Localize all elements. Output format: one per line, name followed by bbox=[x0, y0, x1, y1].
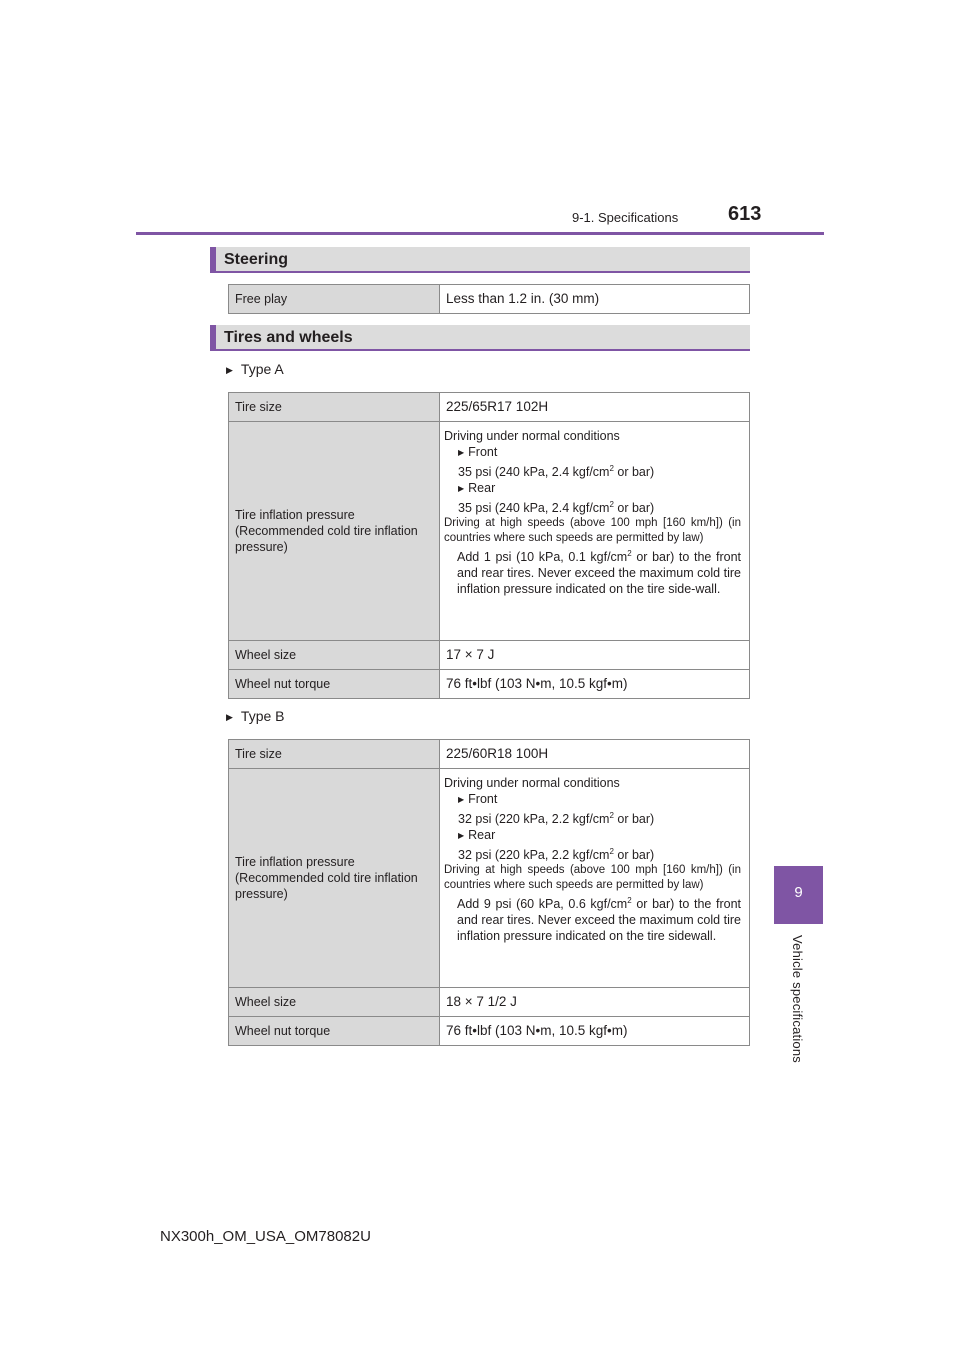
front-row bbox=[444, 791, 741, 808]
rear-label: Rear bbox=[468, 828, 496, 843]
free-play-value: Less than 1.2 in. (30 mm) bbox=[440, 285, 750, 314]
rear-label: Rear bbox=[468, 481, 496, 496]
tire-size-label: Tire size bbox=[229, 393, 440, 422]
front-row bbox=[444, 444, 741, 461]
chapter-tab[interactable] bbox=[774, 866, 823, 924]
front-pressure-text: 32 psi (220 kPa, 2.2 kgf/cm bbox=[458, 812, 610, 827]
high-speed-adjustment bbox=[444, 546, 741, 597]
high-speed-note: Driving at high speeds (above 100 mph [160 km/h]) (in countries where such speeds are permitted by law) bbox=[444, 517, 741, 545]
wheel-nut-torque-label: Wheel nut torque bbox=[229, 670, 440, 699]
tire-pressure-label: Tire inflation pressure (Recommended cold tire inflation pressure) bbox=[229, 769, 440, 988]
section-title: 9-1. Specifications bbox=[572, 210, 679, 225]
table-row bbox=[229, 422, 750, 641]
tire-pressure-value bbox=[440, 769, 750, 988]
tire-size-value: 225/65R17 102H bbox=[440, 393, 750, 422]
high-speed-note: Driving at high speeds (above 100 mph [160 km/h]) (in countries where such speeds are permitted by law) bbox=[444, 864, 741, 892]
adjustment-head: Add 1 psi (10 kPa, 0.1 kgf/cm bbox=[457, 550, 628, 565]
front-pressure-text: 35 psi (240 kPa, 2.4 kgf/cm bbox=[458, 465, 610, 480]
normal-conditions: Driving under normal conditions bbox=[444, 429, 620, 443]
adjustment-head: Add 9 psi (60 kPa, 0.6 kgf/cm bbox=[457, 897, 628, 912]
superscript: 2 bbox=[609, 500, 614, 510]
page-number: 613 bbox=[728, 203, 762, 225]
wheel-nut-torque-value: 76 ft•lbf (103 N•m, 10.5 kgf•m) bbox=[440, 670, 750, 699]
header-rule bbox=[136, 232, 824, 235]
unit-tail: or bar) bbox=[613, 848, 655, 863]
front-pressure bbox=[444, 808, 741, 827]
unit-tail: or bar) bbox=[613, 465, 655, 480]
triangle-icon: ▶ bbox=[226, 365, 233, 375]
chapter-label: Vehicle specifications bbox=[790, 935, 805, 1063]
wheel-size-label: Wheel size bbox=[229, 641, 440, 670]
table-row bbox=[229, 285, 750, 314]
tire-pressure-value bbox=[440, 422, 750, 641]
type-b-label-text: Type B bbox=[240, 708, 285, 724]
table-row bbox=[229, 641, 750, 670]
rear-row bbox=[444, 827, 741, 844]
table-row bbox=[229, 769, 750, 988]
table-row bbox=[229, 988, 750, 1017]
front-label: Front bbox=[468, 445, 498, 459]
type-b-table bbox=[228, 739, 750, 1046]
superscript: 2 bbox=[609, 811, 614, 820]
triangle-icon: ▶ bbox=[226, 712, 233, 722]
table-row bbox=[229, 393, 750, 422]
superscript: 2 bbox=[627, 896, 632, 906]
rear-row bbox=[444, 480, 741, 497]
table-row bbox=[229, 670, 750, 699]
steering-heading: Steering bbox=[210, 247, 750, 273]
unit-tail: or bar) bbox=[613, 812, 655, 827]
wheel-nut-torque-label: Wheel nut torque bbox=[229, 1017, 440, 1046]
type-a-table bbox=[228, 392, 750, 699]
unit-tail: or bar) bbox=[613, 501, 655, 516]
rear-pressure bbox=[444, 497, 741, 516]
triangle-icon: ▶ bbox=[458, 448, 465, 457]
table-row bbox=[229, 1017, 750, 1046]
superscript: 2 bbox=[609, 464, 614, 473]
tire-size-value: 225/60R18 100H bbox=[440, 740, 750, 769]
type-a-label-text: Type A bbox=[240, 361, 284, 377]
tires-heading: Tires and wheels bbox=[210, 325, 750, 351]
front-label: Front bbox=[468, 792, 498, 806]
front-pressure bbox=[444, 461, 741, 480]
superscript: 2 bbox=[609, 847, 614, 857]
rear-pressure-text: 35 psi (240 kPa, 2.4 kgf/cm bbox=[458, 501, 610, 516]
wheel-size-value: 18 × 7 1/2 J bbox=[440, 988, 750, 1017]
wheel-size-value: 17 × 7 J bbox=[440, 641, 750, 670]
wheel-nut-torque-value: 76 ft•lbf (103 N•m, 10.5 kgf•m) bbox=[440, 1017, 750, 1046]
rear-pressure bbox=[444, 844, 741, 863]
wheel-size-label: Wheel size bbox=[229, 988, 440, 1017]
high-speed-adjustment bbox=[444, 893, 741, 944]
adjustment-tail: or bar) to the front and rear tires. Never exceed the maximum cold tire inflation pressure indicated on the tire side-wall. bbox=[457, 550, 741, 597]
document-code: NX300h_OM_USA_OM78082U bbox=[160, 1228, 371, 1245]
steering-table bbox=[228, 284, 750, 314]
type-a-label bbox=[226, 361, 284, 377]
triangle-icon: ▶ bbox=[458, 831, 465, 841]
adjustment-tail: or bar) to the front and rear tires. Never exceed the maximum cold tire inflation pressure indicated on the tire sidewall. bbox=[457, 897, 741, 944]
tire-size-label: Tire size bbox=[229, 740, 440, 769]
free-play-label: Free play bbox=[229, 285, 440, 314]
type-b-label bbox=[226, 708, 285, 724]
rear-pressure-text: 32 psi (220 kPa, 2.2 kgf/cm bbox=[458, 848, 610, 863]
tire-pressure-label: Tire inflation pressure (Recommended cold tire inflation pressure) bbox=[229, 422, 440, 641]
normal-conditions: Driving under normal conditions bbox=[444, 776, 620, 790]
triangle-icon: ▶ bbox=[458, 484, 465, 494]
superscript: 2 bbox=[627, 549, 632, 559]
chapter-number: 9 bbox=[794, 884, 803, 901]
table-row bbox=[229, 740, 750, 769]
triangle-icon: ▶ bbox=[458, 795, 465, 804]
